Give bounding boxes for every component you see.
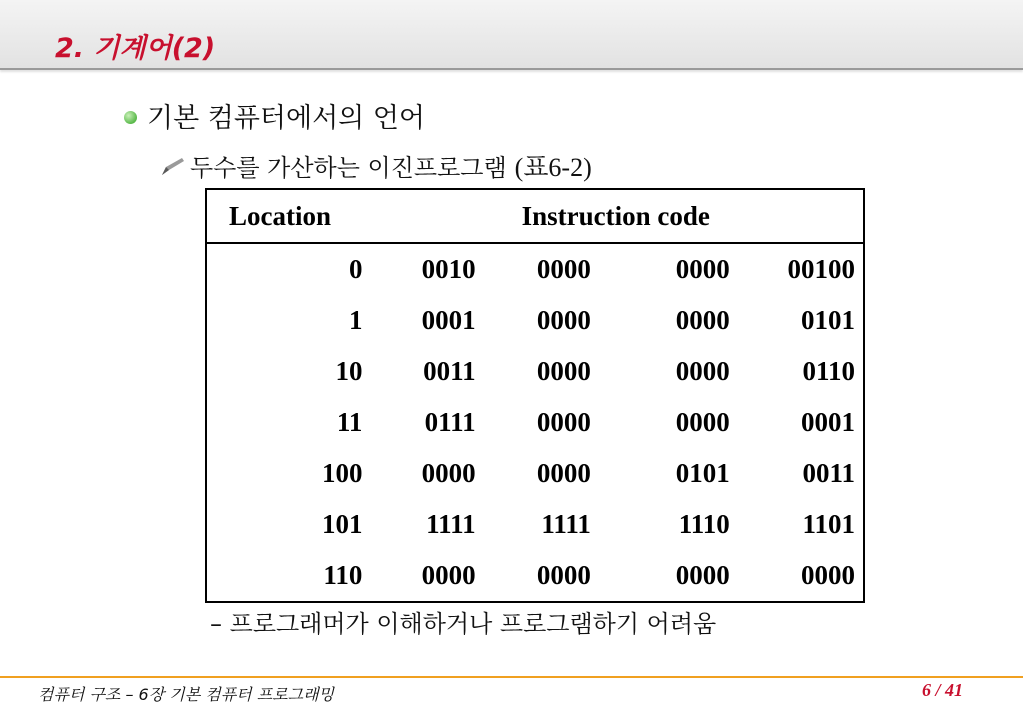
bullet-level2-text: 두수를 가산하는 이진프로그램 — [190, 154, 507, 182]
cell-instruction-code: 0000 — [536, 560, 591, 590]
bullet-level2 — [160, 147, 592, 184]
cell-location: 0 — [348, 254, 363, 284]
cell-instruction-code: 1101 — [802, 509, 855, 539]
bullet-level1 — [124, 96, 425, 135]
cell-location: 1 — [348, 305, 363, 335]
cell-instruction-code: 0000 — [801, 560, 855, 590]
table-row — [206, 499, 864, 550]
cell-instruction-code: 0000 — [421, 560, 476, 590]
cell-instruction-code: 1111 — [541, 509, 591, 539]
bullet-level1-text: 기본 컴퓨터에서의 언어 — [147, 103, 425, 134]
cell-instruction-code: 1110 — [678, 509, 730, 539]
table-row — [206, 397, 864, 448]
title-bar — [0, 0, 1023, 70]
cell-instruction-code: 0101 — [801, 305, 855, 335]
pen-icon — [160, 155, 186, 177]
table-row — [206, 243, 864, 295]
cell-instruction-code: 0000 — [675, 560, 730, 590]
cell-instruction-code: 0000 — [675, 254, 730, 284]
header-instruction-code: Instruction code — [368, 189, 864, 243]
binary-program-table — [205, 188, 865, 603]
cell-instruction-code: 0000 — [536, 407, 591, 437]
cell-instruction-code: 0101 — [675, 458, 730, 488]
table-row — [206, 295, 864, 346]
table-row — [206, 448, 864, 499]
cell-instruction-code: 0000 — [675, 356, 730, 386]
cell-instruction-code: 0000 — [536, 254, 591, 284]
cell-instruction-code: 0111 — [424, 407, 476, 437]
cell-location: 10 — [335, 356, 363, 386]
table-row — [206, 550, 864, 602]
green-dot-icon — [124, 111, 137, 124]
cell-location: 110 — [323, 560, 363, 590]
cell-instruction-code: 0010 — [421, 254, 476, 284]
cell-instruction-code: 0000 — [536, 305, 591, 335]
cell-instruction-code: 0000 — [536, 356, 591, 386]
cell-location: 11 — [336, 407, 363, 437]
cell-instruction-code: 0001 — [801, 407, 855, 437]
cell-location: 100 — [321, 458, 363, 488]
slide-title: 2. 기계어(2) — [55, 33, 216, 64]
cell-instruction-code: 0011 — [423, 356, 476, 386]
cell-instruction-code: 0001 — [421, 305, 476, 335]
table-header-row — [206, 189, 864, 243]
table-reference: (표6-2) — [514, 153, 592, 182]
page-number: 6 / 41 — [921, 680, 963, 700]
cell-instruction-code: 00100 — [787, 254, 855, 284]
cell-instruction-code: 1111 — [426, 509, 476, 539]
footer-divider — [0, 676, 1023, 678]
cell-instruction-code: 0000 — [675, 305, 730, 335]
cell-instruction-code: 0000 — [421, 458, 476, 488]
note-text: – 프로그래머가 이해하거나 프로그램하기 어려움 — [210, 610, 717, 638]
cell-instruction-code: 0110 — [802, 356, 855, 386]
cell-instruction-code: 0000 — [675, 407, 730, 437]
header-location: Location — [206, 189, 368, 243]
footer-course-title: 컴퓨터 구조 – 6장 기본 컴퓨터 프로그래밍 — [38, 685, 334, 704]
cell-instruction-code: 0000 — [536, 458, 591, 488]
table-row — [206, 346, 864, 397]
cell-location: 101 — [321, 509, 363, 539]
cell-instruction-code: 0011 — [802, 458, 855, 488]
table-body — [206, 243, 864, 602]
